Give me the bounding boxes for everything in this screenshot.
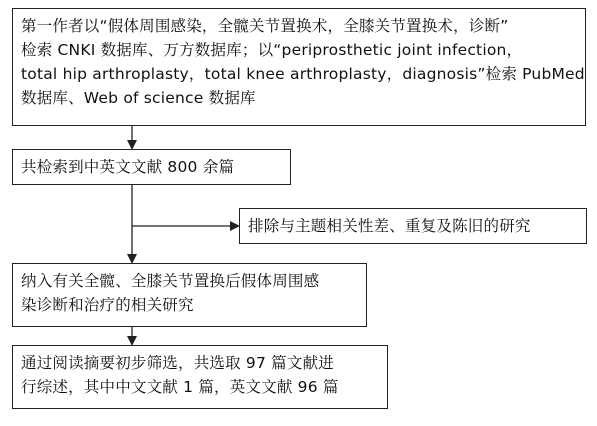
total-records-box xyxy=(12,149,291,185)
search-strategy-line: 检索 CNKI 数据库、万方数据库；以“periprosthetic joint infection， xyxy=(21,41,523,59)
inclusion-line: 纳入有关全髋、全膝关节置换后假体周围感 xyxy=(21,272,320,290)
total-records-text: 共检索到中英文文献 800 余篇 xyxy=(21,158,235,176)
exclusion-box xyxy=(239,208,587,244)
search-strategy-line: 第一作者以“假体周围感染，全髋关节置换术，全膝关节置换术，诊断” xyxy=(21,17,509,35)
final-selection-line: 行综述，其中中文文献 1 篇，英文文献 96 篇 xyxy=(21,378,339,396)
inclusion-line: 染诊断和治疗的相关研究 xyxy=(21,296,194,314)
search-strategy-box xyxy=(12,8,586,126)
final-selection-line: 通过阅读摘要初步筛选，共选取 97 篇文献进 xyxy=(21,354,334,372)
final-selection-box xyxy=(12,345,388,409)
inclusion-box xyxy=(12,263,367,327)
search-strategy-line: total hip arthroplasty，total knee arthroplasty，diagnosis”检索 PubMed xyxy=(21,65,585,83)
search-strategy-line: 数据库、Web of science 数据库 xyxy=(21,89,256,107)
exclusion-text: 排除与主题相关性差、重复及陈旧的研究 xyxy=(248,217,531,235)
